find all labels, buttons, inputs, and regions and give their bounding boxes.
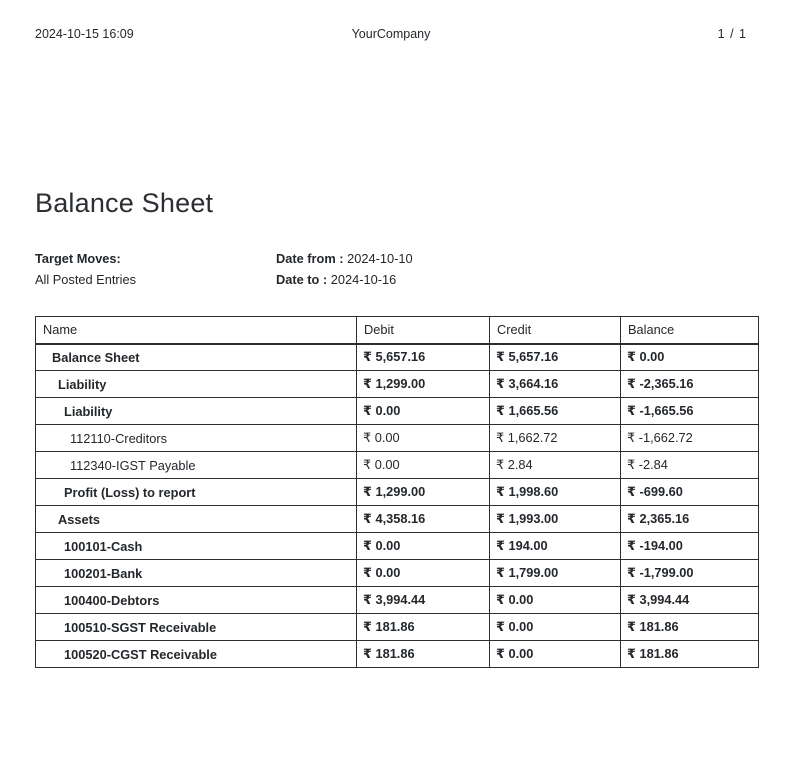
- balance-cell: ₹ -2,365.16: [621, 371, 759, 398]
- credit-cell: ₹ 1,998.60: [490, 479, 621, 506]
- debit-cell: ₹ 1,299.00: [357, 479, 490, 506]
- print-datetime: 2024-10-15 16:09: [35, 27, 134, 41]
- balance-cell: ₹ 2,365.16: [621, 506, 759, 533]
- debit-cell: ₹ 0.00: [357, 560, 490, 587]
- company-name: YourCompany: [351, 27, 431, 41]
- credit-cell: ₹ 1,665.56: [490, 398, 621, 425]
- balance-cell: ₹ 0.00: [621, 344, 759, 371]
- balance-cell: ₹ -699.60: [621, 479, 759, 506]
- table-row: [36, 398, 759, 425]
- target-moves-value: All Posted Entries: [35, 272, 137, 287]
- target-moves-block: [35, 248, 136, 290]
- column-header-balance: Balance: [621, 317, 759, 344]
- debit-cell: ₹ 1,299.00: [357, 371, 490, 398]
- debit-cell: ₹ 5,657.16: [357, 344, 490, 371]
- date-to-label: Date to :: [276, 272, 328, 287]
- credit-cell: ₹ 1,993.00: [490, 506, 621, 533]
- debit-cell: ₹ 0.00: [357, 452, 490, 479]
- table-row: [36, 560, 759, 587]
- target-moves-label: Target Moves:: [35, 251, 121, 266]
- column-header-name: Name: [36, 317, 357, 344]
- name-cell: Balance Sheet: [36, 344, 357, 371]
- balance-cell: ₹ -1,799.00: [621, 560, 759, 587]
- name-cell: 112340-IGST Payable: [36, 452, 357, 479]
- table-row: [36, 479, 759, 506]
- table-row: [36, 344, 759, 371]
- column-header-debit: Debit: [357, 317, 490, 344]
- name-cell: Liability: [36, 398, 357, 425]
- date-from-value: 2024-10-10: [347, 251, 413, 266]
- debit-cell: ₹ 181.86: [357, 641, 490, 668]
- debit-cell: ₹ 3,994.44: [357, 587, 490, 614]
- balance-cell: ₹ 181.86: [621, 614, 759, 641]
- table-header-row: [36, 317, 759, 344]
- date-range-block: [276, 248, 413, 290]
- table-row: [36, 614, 759, 641]
- balance-cell: ₹ -1,662.72: [621, 425, 759, 452]
- credit-cell: ₹ 0.00: [490, 614, 621, 641]
- report-title: Balance Sheet: [35, 188, 214, 218]
- table-row: [36, 533, 759, 560]
- credit-cell: ₹ 0.00: [490, 587, 621, 614]
- name-cell: 100201-Bank: [36, 560, 357, 587]
- debit-cell: ₹ 0.00: [357, 425, 490, 452]
- table-row: [36, 506, 759, 533]
- credit-cell: ₹ 3,664.16: [490, 371, 621, 398]
- date-to-value: 2024-10-16: [330, 272, 397, 287]
- name-cell: 100510-SGST Receivable: [36, 614, 357, 641]
- credit-cell: ₹ 5,657.16: [490, 344, 621, 371]
- balance-cell: ₹ 3,994.44: [621, 587, 759, 614]
- balance-cell: ₹ -194.00: [621, 533, 759, 560]
- balance-cell: ₹ 181.86: [621, 641, 759, 668]
- name-cell: 112110-Creditors: [36, 425, 357, 452]
- table-row: [36, 371, 759, 398]
- credit-cell: ₹ 194.00: [490, 533, 621, 560]
- balance-sheet-table: [35, 316, 759, 668]
- credit-cell: ₹ 2.84: [490, 452, 621, 479]
- column-header-credit: Credit: [490, 317, 621, 344]
- page-header: [35, 27, 747, 41]
- name-cell: 100400-Debtors: [36, 587, 357, 614]
- name-cell: 100101-Cash: [36, 533, 357, 560]
- balance-cell: ₹ -2.84: [621, 452, 759, 479]
- debit-cell: ₹ 181.86: [357, 614, 490, 641]
- name-cell: 100520-CGST Receivable: [36, 641, 357, 668]
- credit-cell: ₹ 1,662.72: [490, 425, 621, 452]
- credit-cell: ₹ 0.00: [490, 641, 621, 668]
- name-cell: Assets: [36, 506, 357, 533]
- name-cell: Profit (Loss) to report: [36, 479, 357, 506]
- credit-cell: ₹ 1,799.00: [490, 560, 621, 587]
- table-row: [36, 587, 759, 614]
- table-body: [36, 344, 759, 668]
- page-number: 1 / 1: [717, 27, 747, 41]
- name-cell: Liability: [36, 371, 357, 398]
- table-row: [36, 425, 759, 452]
- table-header: [36, 317, 759, 344]
- table-row: [36, 641, 759, 668]
- debit-cell: ₹ 0.00: [357, 533, 490, 560]
- debit-cell: ₹ 4,358.16: [357, 506, 490, 533]
- table-row: [36, 452, 759, 479]
- debit-cell: ₹ 0.00: [357, 398, 490, 425]
- balance-cell: ₹ -1,665.56: [621, 398, 759, 425]
- date-to-line: [276, 269, 413, 290]
- date-from-line: [276, 248, 413, 269]
- date-from-label: Date from :: [276, 251, 344, 266]
